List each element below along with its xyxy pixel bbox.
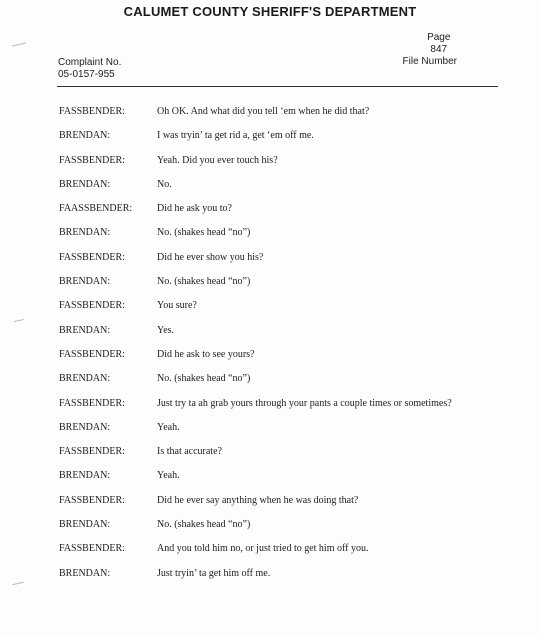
speaker-name: BRENDAN:	[59, 227, 111, 239]
speaker-name: BRENDAN:	[59, 324, 111, 336]
speech-text: No. (shakes head “no”)	[157, 276, 251, 288]
speech-text: And you told him no, or just tried to get him off you.	[157, 543, 369, 555]
speech-text: Did he ask to see yours?	[157, 348, 255, 360]
complaint-info	[58, 57, 121, 81]
speaker-name: FASSBENDER:	[59, 154, 125, 166]
transcript-row	[0, 371, 540, 395]
speaker-name: FASSBENDER:	[59, 251, 125, 263]
transcript-row	[0, 493, 540, 517]
speech-text: Yeah.	[157, 470, 180, 482]
complaint-number: 05-0157-955	[58, 69, 115, 80]
transcript-row	[0, 541, 540, 565]
speaker-name: FASSBENDER:	[59, 494, 125, 506]
speech-text: Yeah.	[157, 421, 180, 433]
page-info	[402, 32, 457, 68]
transcript-row	[0, 225, 540, 249]
file-number-label: File Number	[402, 56, 457, 67]
speech-text: No. (shakes head “no”)	[157, 373, 251, 385]
speaker-name: FASSBENDER:	[59, 446, 125, 458]
speech-text: No. (shakes head “no”)	[157, 227, 251, 239]
header-divider	[57, 86, 498, 87]
speaker-name: BRENDAN:	[59, 421, 111, 433]
speaker-name: BRENDAN:	[59, 470, 111, 482]
speaker-name: BRENDAN:	[59, 276, 111, 288]
transcript-row	[0, 250, 540, 274]
transcript-row	[0, 396, 540, 420]
transcript-row	[0, 153, 540, 177]
speech-text: You sure?	[157, 300, 197, 312]
transcript-row	[0, 323, 540, 347]
speaker-name: BRENDAN:	[59, 519, 111, 531]
speech-text: Did he ever show you his?	[157, 251, 264, 263]
speaker-name: FASSBENDER:	[59, 348, 125, 360]
speech-text: Did he ever say anything when he was doing that?	[157, 494, 359, 506]
speaker-name: BRENDAN:	[59, 130, 111, 142]
complaint-label: Complaint No.	[58, 57, 122, 68]
transcript-row	[0, 420, 540, 444]
page-number: 847	[430, 44, 448, 55]
speech-text: Just tryin’ ta get him off me.	[157, 567, 271, 579]
transcript-row	[0, 444, 540, 468]
transcript-row	[0, 104, 540, 128]
transcript-row	[0, 517, 540, 541]
margin-mark	[12, 43, 26, 47]
transcript-row	[0, 468, 540, 492]
speech-text: Is that accurate?	[157, 446, 222, 458]
speech-text: No. (shakes head “no”)	[157, 519, 251, 531]
transcript-row	[0, 128, 540, 152]
transcript-row	[0, 201, 540, 225]
speech-text: Just try ta ah grab yours through your pants a couple times or sometimes?	[157, 397, 452, 409]
speech-text: Yes.	[157, 324, 175, 336]
speaker-name: FASSBENDER:	[59, 397, 125, 409]
department-title: CALUMET COUNTY SHERIFF'S DEPARTMENT	[123, 4, 417, 19]
speaker-name: FASSBENDER:	[59, 106, 125, 117]
transcript-row	[0, 177, 540, 201]
speech-text: Yeah. Did you ever touch his?	[157, 154, 278, 166]
speaker-name: BRENDAN:	[59, 567, 111, 579]
transcript-row	[0, 347, 540, 371]
transcript-row	[0, 274, 540, 298]
speaker-name: FAASSBENDER:	[59, 203, 133, 215]
speech-text: No.	[157, 178, 172, 190]
speaker-name: BRENDAN:	[59, 178, 111, 190]
speaker-name: FASSBENDER:	[59, 300, 125, 312]
page-label: Page	[427, 32, 451, 43]
transcript-row	[0, 566, 540, 590]
speaker-name: FASSBENDER:	[59, 543, 125, 555]
interview-transcript	[0, 104, 540, 590]
speaker-name: BRENDAN:	[59, 373, 111, 385]
transcript-row	[0, 298, 540, 322]
speech-text: Did he ask you to?	[157, 203, 232, 215]
speech-text: I was tryin’ ta get rid a, get ‘em off me.	[157, 130, 314, 142]
speech-text: Oh OK. And what did you tell ‘em when he did that?	[157, 106, 370, 117]
